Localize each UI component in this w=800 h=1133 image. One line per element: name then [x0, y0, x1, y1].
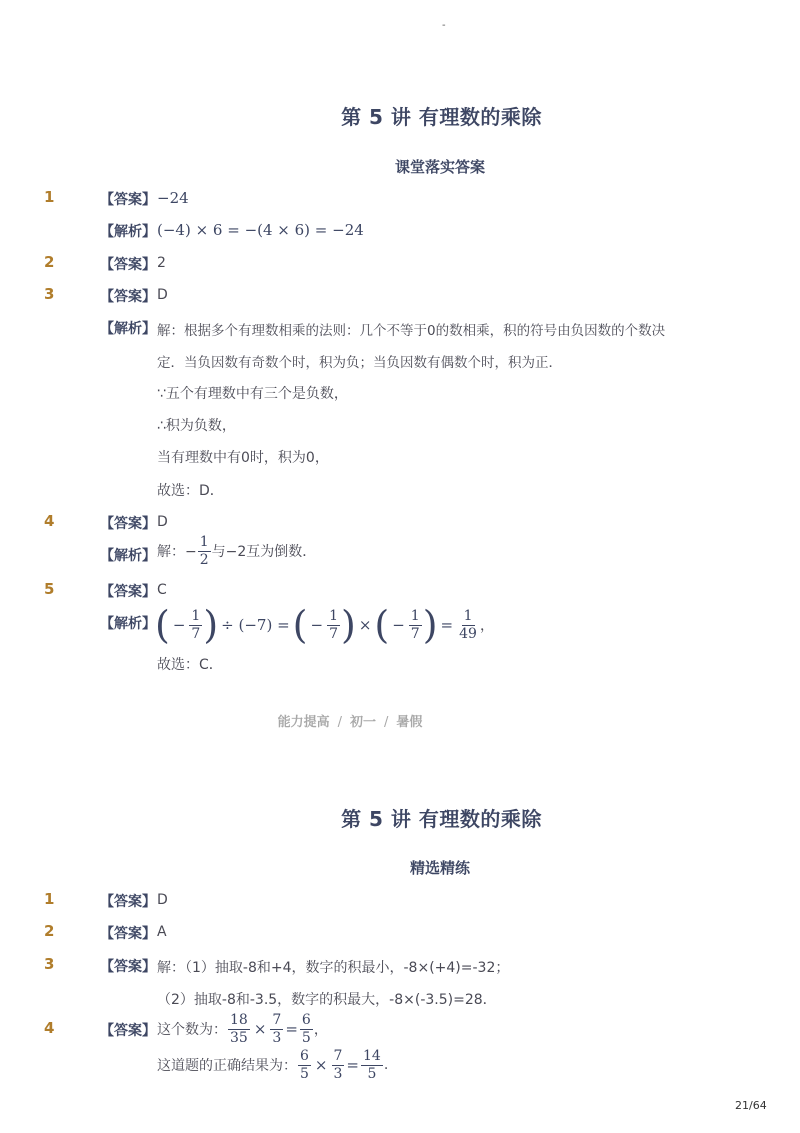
answer-tag: 【答案】	[100, 1023, 156, 1039]
numerator: 7	[272, 1011, 282, 1028]
footer-nav-item: 暑假	[396, 715, 423, 730]
question-number: 1	[44, 890, 55, 908]
answer-tail: ，	[313, 1022, 328, 1038]
top-mark: -	[442, 20, 446, 31]
question-number: 4	[44, 512, 55, 530]
analysis-expression	[157, 535, 316, 567]
answer-tag: 【答案】	[100, 516, 156, 532]
numerator: 1	[329, 607, 338, 624]
analysis-suffix: 与−2互为倒数．	[211, 544, 317, 561]
answer-value: D	[157, 892, 168, 908]
equals-sign: =	[440, 616, 454, 634]
footer-nav-item: 能力提高	[277, 715, 330, 730]
analysis-line: ∵五个有理数中有三个是负数，	[157, 386, 348, 402]
answer-tag: 【答案】	[100, 584, 156, 600]
denominator: 3	[272, 1029, 282, 1046]
question-number: 5	[44, 580, 55, 598]
question-number: 2	[44, 253, 55, 271]
equals-sign: =	[285, 1020, 298, 1038]
denominator: 7	[329, 625, 338, 642]
denominator: 5	[301, 1029, 311, 1046]
answer-value: −24	[157, 189, 189, 207]
numerator: 1	[199, 534, 209, 550]
answer-value: A	[157, 924, 167, 940]
denominator: 7	[410, 625, 420, 642]
question-number: 3	[44, 955, 55, 973]
lecture-title: 第 5 讲 有理数的乘除	[341, 105, 542, 129]
section-title: 精选精练	[409, 859, 470, 877]
analysis-equation: (−4) × 6 = −(4 × 6) = −24	[157, 221, 364, 239]
denominator: 7	[191, 625, 201, 642]
fraction	[409, 609, 422, 641]
footer-nav-separator: /	[337, 715, 342, 730]
minus-sign: −	[392, 616, 405, 634]
numerator: 6	[301, 1011, 311, 1028]
equals-sign: =	[346, 1056, 359, 1074]
footer-nav-item: 初一	[349, 715, 376, 730]
fraction	[298, 1049, 311, 1081]
section-title: 课堂落实答案	[394, 158, 485, 176]
denominator: 49	[459, 625, 477, 642]
analysis-line: 解：根据多个有理数相乘的法则：几个不等于0的数相乘，积的符号由负因数的个数决	[157, 323, 666, 339]
denominator: 2	[199, 551, 209, 568]
fraction	[198, 535, 211, 567]
fraction	[228, 1013, 250, 1045]
analysis-line: 当有理数中有0时，积为0，	[157, 450, 329, 466]
fraction	[457, 609, 479, 641]
answer-tag: 【答案】	[100, 959, 156, 975]
answer-tag: 【答案】	[100, 289, 156, 305]
times-sign: ×	[253, 1020, 267, 1038]
analysis-line: 故选：C．	[157, 657, 223, 673]
minus-sign: −	[310, 616, 324, 634]
answer-tag: 【答案】	[100, 257, 156, 273]
answer-expression	[157, 1046, 388, 1084]
answer-expression	[157, 1010, 328, 1048]
answer-tag: 【答案】	[100, 192, 156, 208]
denominator: 5	[367, 1065, 377, 1082]
denominator: 5	[300, 1065, 309, 1082]
page-number: 21/64	[735, 1099, 767, 1112]
question-number: 3	[44, 285, 55, 303]
answer-prefix: 这个数为：	[157, 1022, 227, 1038]
answer-value: D	[157, 514, 168, 530]
answer-line: （2）抽取-8和-3.5，数字的积最大，-8×(-3.5)=28．	[157, 992, 497, 1008]
fraction	[332, 1049, 345, 1081]
analysis-tag: 【解析】	[100, 616, 156, 632]
divide-part: ÷ (−7) =	[221, 616, 290, 634]
answer-value: D	[157, 287, 168, 303]
fraction	[189, 609, 202, 641]
numerator: 1	[463, 607, 473, 624]
expression-tail: ，	[479, 618, 494, 634]
analysis-tag: 【解析】	[100, 321, 156, 337]
answer-tag: 【答案】	[100, 926, 156, 942]
fraction	[300, 1013, 313, 1045]
footer-nav-separator: /	[384, 715, 389, 730]
numerator: 14	[363, 1047, 381, 1064]
analysis-tag: 【解析】	[100, 224, 156, 240]
numerator: 18	[230, 1011, 248, 1028]
question-number: 2	[44, 922, 55, 940]
answer-line: 解：（1）抽取-8和+4，数字的积最小，-8×(+4)=-32；	[157, 960, 510, 976]
analysis-prefix: 解：−	[157, 544, 197, 561]
fraction	[327, 609, 340, 641]
analysis-line: ∴积为负数，	[157, 418, 236, 434]
numerator: 1	[410, 607, 420, 624]
left-paren: (	[292, 603, 308, 647]
analysis-tag: 【解析】	[100, 548, 156, 564]
left-paren: (	[374, 603, 390, 647]
answer-value: 2	[157, 255, 166, 271]
fraction	[361, 1049, 383, 1081]
fraction	[270, 1013, 283, 1045]
times-sign: ×	[358, 616, 372, 634]
analysis-expression	[155, 600, 494, 650]
footer-nav	[0, 711, 700, 730]
answer-value: C	[157, 582, 167, 598]
denominator: 3	[333, 1065, 343, 1082]
right-paren: )	[203, 603, 219, 647]
right-paren: )	[340, 603, 356, 647]
numerator: 7	[333, 1047, 343, 1064]
numerator: 6	[300, 1047, 309, 1064]
denominator: 35	[230, 1029, 248, 1046]
answer-tag: 【答案】	[100, 894, 156, 910]
lecture-title: 第 5 讲 有理数的乘除	[341, 807, 542, 831]
analysis-line: 定．当负因数有奇数个时，积为负；当负因数有偶数个时，积为正．	[157, 355, 562, 371]
analysis-line: 故选：D．	[157, 483, 224, 499]
minus-sign: −	[172, 616, 186, 634]
left-paren: (	[155, 603, 170, 647]
right-paren: )	[422, 603, 438, 647]
answer-tail: .	[383, 1057, 389, 1073]
times-sign: ×	[314, 1056, 328, 1074]
question-number: 4	[44, 1019, 55, 1037]
question-number: 1	[44, 188, 55, 206]
numerator: 1	[191, 607, 201, 624]
answer-prefix: 这道题的正确结果为：	[157, 1058, 297, 1074]
